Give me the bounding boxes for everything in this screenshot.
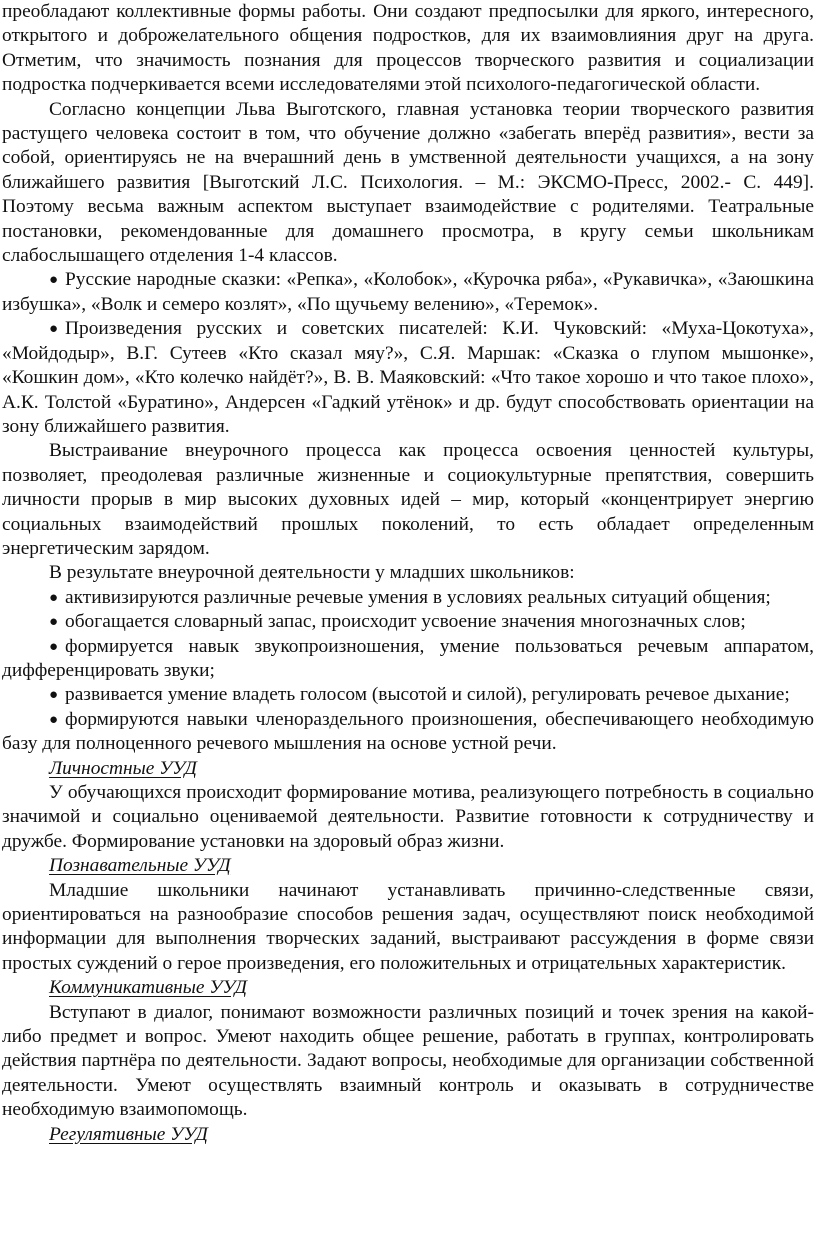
list-item-articulation (2, 708, 814, 757)
list-item-text: развивается умение владеть голосом (высотой и силой), регулировать речевое дыхание; (65, 684, 790, 706)
list-item-speech-skills (2, 586, 814, 610)
bullet-icon: ● (49, 638, 59, 655)
paragraph-vygotsky: Согласно концепции Льва Выготского, главная установка теории творческого развития растущего человека состоит в том, что обучение должно «забегать вперёд развития», вести за собой, ориентируясь не на вчерашний день в умственной деятельности учащихся, а на зону ближайшего развития [Выготский Л.С. Психология. – М.: ЭКСМО-Пресс, 2002.- С. 449]. Поэтому весьма важным аспектом выступает взаимодействие с родителями. Театральные постановки, рекомендованные для домашнего просмотра, в кругу семьи школьникам слабослышащего отделения 1-4 классов. (2, 98, 814, 267)
bullet-icon: ● (49, 589, 59, 606)
heading-communicative-uud: Коммуникативные УУД (49, 977, 248, 999)
paragraph-cognitive-uud: Младшие школьники начинают устанавливать причинно-следственные связи, ориентироваться на разнообразие способов решения задач, осуществляют поиск необходимой информации для выполнения творческих заданий, выстраивают рассуждения в форме связи простых суждений о герое произведения, его положительных и отрицательных характеристик. (2, 879, 814, 974)
paragraph-intro-continuation: преобладают коллективные формы работы. Они создают предпосылки для яркого, интересного, открытого и доброжелательного общения подростков, для их взаимовлияния друг на друга. Отметим, что значимость познания для процессов творческого развития и социализации подростка подчеркивается всеми исследователями этой психолого-педагогической области. (2, 1, 814, 96)
list-item-text: обогащается словарный запас, происходит усвоение значения многозначных слов; (65, 611, 746, 633)
bullet-icon: ● (49, 687, 59, 704)
list-item-voice-control (2, 683, 814, 707)
heading-regulative-uud: Регулятивные УУД (49, 1123, 208, 1145)
paragraph-communicative-uud: Вступают в диалог, понимают возможности различных позиций и точек зрения на какой-либо предмет и вопрос. Умеют находить общее решение, работать в группах, контролировать действия партнёра по деятельности. Задают вопросы, необходимые для организации собственной деятельности. Умеют осуществлять взаимный контроль и оказывать в сотрудничестве необходимую взаимопомощь. (2, 1001, 814, 1121)
bullet-icon: ● (49, 272, 59, 289)
paragraph-personal-uud: У обучающихся происходит формирование мотива, реализующего потребность в социально значимой и социально оцениваемой деятельности. Развитие готовности к сотрудничеству и дружбе. Формирование установки на здоровый образ жизни. (2, 782, 814, 852)
list-item-writers-works (2, 317, 814, 439)
bullet-icon: ● (49, 614, 59, 631)
list-item-vocabulary (2, 610, 814, 634)
list-item-pronunciation (2, 635, 814, 684)
list-item-text: Произведения русских и советских писателей: К.И. Чуковский: «Муха-Цокотуха», «Мойдодыр», В.Г. Сутеев «Кто сказал мяу?», С.Я. Маршак: «Сказка о глупом мышонке», «Кошкин дом», «Кто колечко найдёт?», В. В. Маяковский: «Что такое хорошо и что такое плохо», А.К. Толстой «Буратино», Андерсен «Гадкий утёнок» и др. будут способствовать ориентации на зону ближайшего развития. (2, 318, 814, 437)
paragraph-culture-values: Выстраивание внеурочного процесса как процесса освоения ценностей культуры, позволяет, преодолевая различные жизненные и социокультурные препятствия, совершить личности прорыв в мир высоких духовных идей – мир, который «концентрирует энергию социальных взаимодействий прошлых поколений, то есть обладает определенным энергетическим зарядом. (2, 440, 814, 559)
heading-cognitive-uud: Познавательные УУД (49, 855, 231, 877)
document-page (2, 0, 814, 1147)
list-item-text: Русские народные сказки: «Репка», «Колобок», «Курочка ряба», «Рукавичка», «Заюшкина избушка», «Волк и семеро козлят», «По щучьему велению», «Теремок». (2, 269, 814, 315)
list-item-folk-tales (2, 268, 814, 317)
bullet-icon: ● (49, 711, 59, 728)
list-item-text: формируется навык звукопроизношения, умение пользоваться речевым аппаратом, дифференцировать звуки; (2, 635, 814, 681)
heading-personal-uud: Личностные УУД (49, 757, 197, 779)
list-item-text: активизируются различные речевые умения в условиях реальных ситуаций общения; (65, 586, 771, 608)
bullet-icon: ● (49, 321, 59, 338)
paragraph-results-intro: В результате внеурочной деятельности у младших школьников: (49, 562, 575, 584)
list-item-text: формируются навыки членораздельного произношения, обеспечивающего необходимую базу для полноценного речевого мышления на основе устной речи. (2, 708, 814, 755)
